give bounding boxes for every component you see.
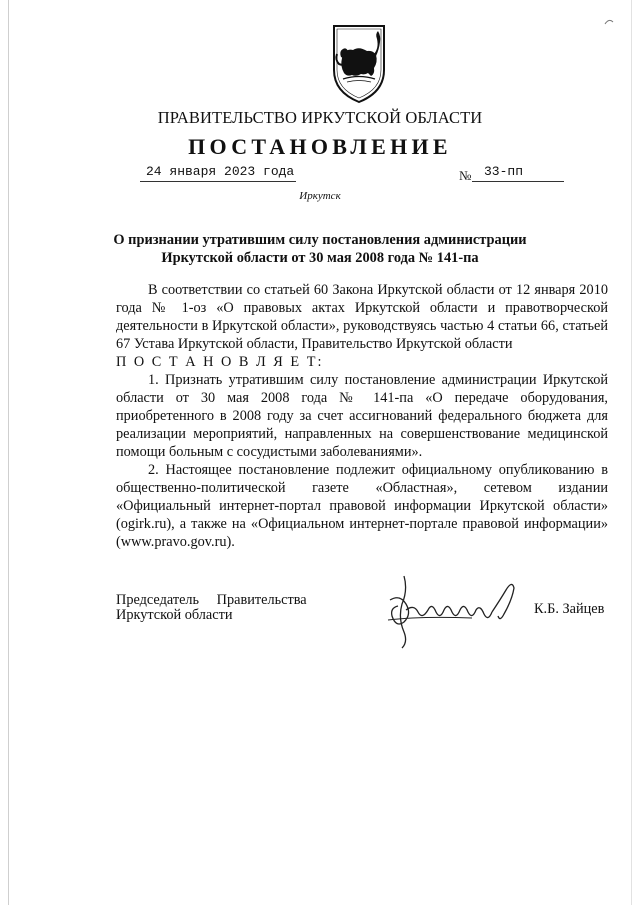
preamble-paragraph: В соответствии со статьей 60 Закона Иркутской области от 12 января 2010 года № 1-оз «О правовых актах Иркутской области и правотворческой деятельности в Иркутской области», руководствуясь частью 4 статьи 66, статьей 67 Устава Иркутской области, Правительство Иркутской области — [116, 282, 608, 352]
resolves-heading: П О С Т А Н О В Л Я Е Т: — [116, 354, 324, 370]
coat-of-arms-icon — [331, 24, 387, 104]
signatory-position-line1: Председатель Правительства — [116, 592, 307, 608]
scan-mark-icon — [604, 18, 614, 26]
signatory-position-line2: Иркутской области — [116, 607, 233, 623]
number-underline — [472, 181, 564, 182]
document-number: 33-пп — [484, 164, 524, 179]
date-underline — [140, 181, 296, 182]
number-sign: № — [459, 168, 472, 183]
document-subject: О признании утратившим силу постановления администрации Иркутской области от 30 мая 2008 года № 141-па — [113, 232, 527, 266]
government-name: ПРАВИТЕЛЬСТВО ИРКУТСКОЙ ОБЛАСТИ — [157, 108, 483, 127]
item-2-paragraph: 2. Настоящее постановление подлежит официальному опубликованию в общественно-политической газете «Областная», сетевом издании «Официальный интернет-портал правовой информации Иркутской области» (ogirk.ru), а также на «Официальном интернет-портале правовой информации» (www.pravo.gov.ru). — [116, 462, 608, 550]
document-body — [116, 281, 608, 551]
signatory-position — [116, 593, 307, 623]
item-1-paragraph: 1. Признать утратившим силу постановление администрации Иркутской области от 30 мая 2008 года № 141-па «О передаче оборудования, приобретенного в 2008 году за счет ассигнований федерального бюджета для реализации мероприятий, направленных на совершенствование медицинской помощи больным с сосудистыми заболеваниями». — [116, 372, 608, 460]
handwritten-signature — [382, 570, 532, 650]
document-title: ПОСТАНОВЛЕНИЕ — [188, 134, 452, 159]
signatory-name: К.Б. Зайцев — [534, 601, 605, 617]
city: Иркутск — [299, 190, 341, 202]
document-date: 24 января 2023 года — [146, 164, 295, 179]
